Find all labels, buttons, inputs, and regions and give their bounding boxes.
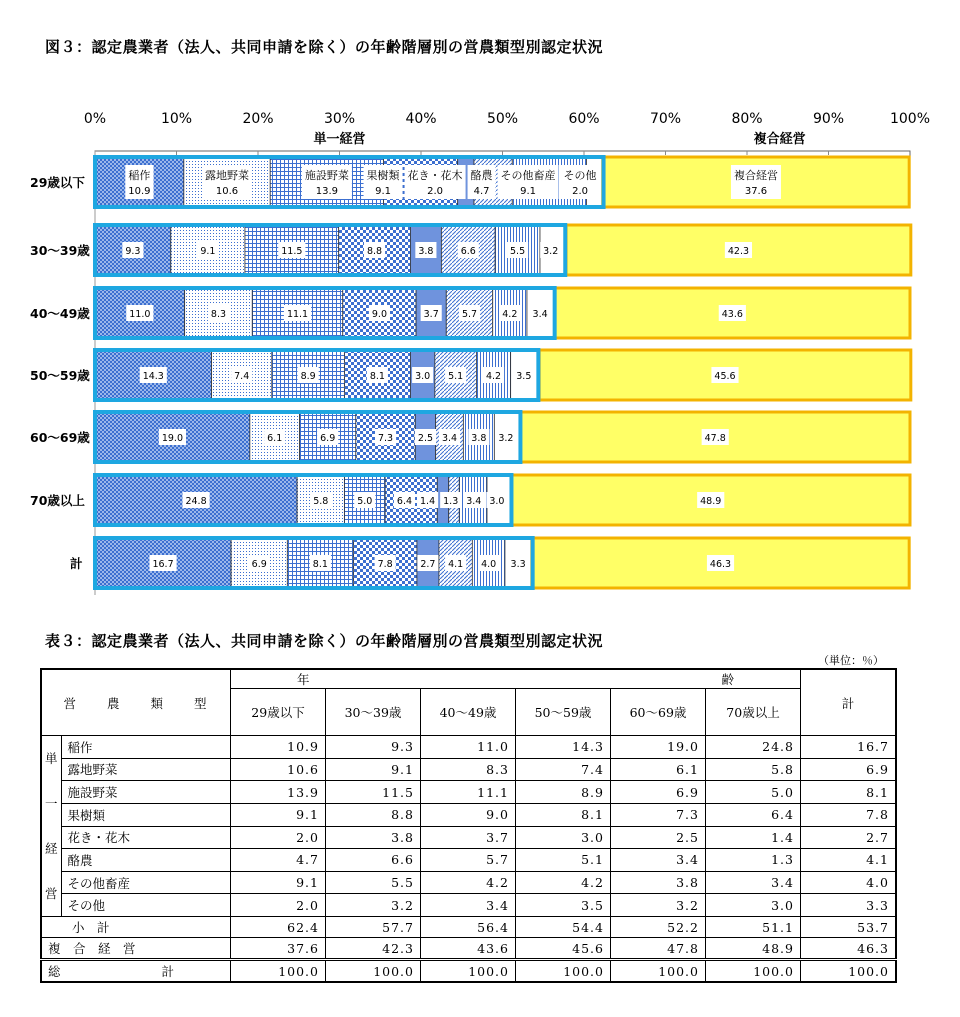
cell-value: 2.7 — [801, 826, 897, 849]
unit-note: （単位：％） — [818, 654, 884, 667]
x-tick-label: 40% — [405, 111, 437, 127]
cell-value: 48.9 — [706, 938, 801, 960]
data-label: 10.9 — [128, 186, 151, 197]
cell-value: 6.9 — [801, 758, 897, 781]
table-row — [41, 781, 896, 804]
cell-value: 42.3 — [326, 938, 421, 960]
cell-value: 10.9 — [231, 736, 326, 759]
table-row — [41, 849, 896, 872]
cell-value: 16.7 — [801, 736, 897, 759]
data-label: 1.3 — [443, 496, 459, 507]
cell-value: 3.8 — [611, 871, 706, 894]
cell-value: 9.1 — [326, 758, 421, 781]
cell-value: 57.7 — [326, 917, 421, 938]
data-label: 3.0 — [489, 496, 505, 507]
cell-value: 100.0 — [706, 960, 801, 983]
cell-value: 3.2 — [611, 894, 706, 917]
data-label: 2.5 — [417, 433, 434, 444]
data-label: 9.3 — [125, 246, 141, 257]
table-row — [41, 758, 896, 781]
composite-row — [41, 938, 896, 960]
data-label: 24.8 — [185, 496, 207, 507]
data-label: 13.9 — [315, 186, 339, 197]
table-row — [41, 894, 896, 917]
cell-value: 56.4 — [421, 917, 516, 938]
segment-name-label: 施設野菜 — [304, 169, 349, 182]
row-label: その他 — [61, 894, 230, 917]
cell-value: 4.1 — [801, 849, 897, 872]
data-label: 7.4 — [234, 371, 250, 382]
header-total: 計 — [801, 669, 897, 736]
cell-value: 1.3 — [706, 849, 801, 872]
table-row — [41, 871, 896, 894]
data-label: 8.8 — [366, 246, 383, 257]
cell-value: 5.8 — [706, 758, 801, 781]
data-label: 8.1 — [369, 371, 385, 382]
cell-value: 52.2 — [611, 917, 706, 938]
data-label: 3.3 — [510, 559, 526, 570]
cell-value: 6.1 — [611, 758, 706, 781]
cell-value: 100.0 — [611, 960, 706, 983]
data-label: 10.6 — [215, 186, 239, 197]
cell-value: 3.0 — [706, 894, 801, 917]
cell-value: 4.2 — [421, 871, 516, 894]
composite-label: 複 合 経 営 — [41, 938, 231, 960]
data-label: 47.8 — [704, 433, 726, 444]
cell-value: 6.4 — [706, 803, 801, 826]
cell-value: 100.0 — [516, 960, 611, 983]
data-label: 42.3 — [727, 246, 750, 257]
cell-value: 8.8 — [326, 803, 421, 826]
data-label: 45.6 — [714, 371, 736, 382]
cell-value: 3.5 — [516, 894, 611, 917]
row-label: 露地野菜 — [61, 758, 230, 781]
category-label: 50～59歳 — [30, 368, 90, 383]
category-label: 70歳以上 — [30, 493, 85, 508]
header-age-column: 29歳以下 — [231, 689, 326, 736]
cell-value: 5.1 — [516, 849, 611, 872]
cell-value: 4.7 — [231, 849, 326, 872]
cell-value: 8.3 — [421, 758, 516, 781]
cell-value: 4.0 — [801, 871, 897, 894]
data-label: 8.1 — [312, 559, 328, 570]
category-label: 30～39歳 — [30, 243, 90, 258]
data-label: 19.0 — [161, 433, 184, 444]
cell-value: 3.4 — [421, 894, 516, 917]
single-group-label: 単 一 経 営 — [41, 736, 61, 917]
cell-value: 45.6 — [516, 938, 611, 960]
cell-value: 100.0 — [801, 960, 897, 983]
table-title: 表３：認定農業者（法人、共同申請を除く）の年齢階層別の営農類型別認定状況 — [45, 632, 604, 650]
x-tick-label: 20% — [242, 111, 274, 127]
table-row — [41, 803, 896, 826]
row-label: 稲作 — [61, 736, 230, 759]
cell-value: 3.4 — [611, 849, 706, 872]
data-label: 11.0 — [129, 309, 151, 320]
data-label: 3.0 — [415, 371, 431, 382]
cell-value: 100.0 — [421, 960, 516, 983]
row-label: 酪農 — [61, 849, 230, 872]
data-label: 6.1 — [267, 433, 283, 444]
cell-value: 5.5 — [326, 871, 421, 894]
cell-value: 9.1 — [231, 803, 326, 826]
data-label: 11.1 — [286, 309, 309, 320]
cell-value: 11.5 — [326, 781, 421, 804]
data-label: 48.9 — [700, 496, 722, 507]
cell-value: 46.3 — [801, 938, 897, 960]
data-label: 37.6 — [744, 186, 768, 197]
data-table — [40, 668, 897, 983]
data-label: 2.7 — [420, 559, 436, 570]
cell-value: 2.0 — [231, 826, 326, 849]
cell-value: 2.0 — [231, 894, 326, 917]
data-label: 3.7 — [423, 309, 439, 320]
header-age-column: 60～69歳 — [611, 689, 706, 736]
cell-value: 5.0 — [706, 781, 801, 804]
cell-value: 9.0 — [421, 803, 516, 826]
data-label: 9.1 — [375, 186, 392, 197]
data-label: 6.6 — [460, 246, 476, 257]
cell-value: 7.3 — [611, 803, 706, 826]
cell-value: 100.0 — [231, 960, 326, 983]
x-tick-label: 60% — [568, 111, 600, 127]
x-tick-label: 70% — [649, 111, 682, 127]
cell-value: 3.7 — [421, 826, 516, 849]
header-age-column: 30～39歳 — [326, 689, 421, 736]
segment-name-label: 露地野菜 — [205, 169, 250, 182]
row-label: その他畜産 — [61, 871, 230, 894]
cell-value: 2.5 — [611, 826, 706, 849]
data-label: 4.1 — [448, 559, 464, 570]
cell-value: 10.6 — [231, 758, 326, 781]
segment-name-label: その他 — [563, 169, 597, 182]
cell-value: 51.1 — [706, 917, 801, 938]
data-label: 4.2 — [502, 309, 518, 320]
data-label: 5.1 — [448, 371, 464, 382]
cell-value: 3.0 — [516, 826, 611, 849]
cell-value: 24.8 — [706, 736, 801, 759]
data-label: 8.9 — [300, 371, 316, 382]
segment-name-label: その他畜産 — [500, 169, 556, 182]
data-label: 6.4 — [396, 496, 413, 507]
data-label: 5.0 — [357, 496, 373, 507]
group-label-composite: 複合経営 — [753, 132, 806, 147]
data-label: 3.2 — [543, 246, 559, 257]
segment-name-label: 複合経営 — [733, 169, 778, 182]
data-label: 6.9 — [251, 559, 267, 570]
cell-value: 19.0 — [611, 736, 706, 759]
cell-value: 13.9 — [231, 781, 326, 804]
data-label: 16.7 — [152, 559, 174, 570]
data-label: 5.5 — [510, 246, 526, 257]
cell-value: 6.9 — [611, 781, 706, 804]
segment-name-label: 果樹類 — [366, 169, 400, 182]
cell-value: 9.3 — [326, 736, 421, 759]
grand-total-row — [41, 960, 896, 983]
cell-value: 6.6 — [326, 849, 421, 872]
data-label: 9.1 — [200, 246, 216, 257]
data-label: 8.3 — [210, 309, 227, 320]
header-age — [231, 669, 801, 689]
grand-total-label-right: 計 — [161, 964, 174, 979]
header-age-column: 50～59歳 — [516, 689, 611, 736]
data-label: 4.0 — [481, 559, 497, 570]
data-label: 5.8 — [313, 496, 329, 507]
data-label: 1.4 — [420, 496, 436, 507]
data-label: 3.8 — [418, 246, 434, 257]
cell-value: 3.3 — [801, 894, 897, 917]
category-label: 計 — [70, 556, 83, 571]
cell-value: 47.8 — [611, 938, 706, 960]
table-row — [41, 736, 896, 759]
data-label: 3.2 — [498, 433, 514, 444]
category-label: 29歳以下 — [30, 175, 85, 190]
data-label: 7.3 — [377, 433, 394, 444]
data-label: 14.3 — [142, 371, 164, 382]
data-label: 5.7 — [461, 309, 478, 320]
data-label: 3.4 — [466, 496, 482, 507]
header-age-column: 40～49歳 — [421, 689, 516, 736]
segment-name-label: 酪農 — [470, 169, 493, 182]
segment-name-label: 稲作 — [128, 169, 151, 182]
x-tick-label: 80% — [731, 111, 763, 127]
cell-value: 62.4 — [231, 917, 326, 938]
category-label: 40～49歳 — [30, 306, 90, 321]
grand-total-label-left: 総 — [48, 964, 61, 979]
cell-value: 3.2 — [326, 894, 421, 917]
data-label: 6.9 — [320, 433, 336, 444]
header-age-right: 齢 — [721, 672, 734, 687]
header-age-column: 70歳以上 — [706, 689, 801, 736]
cell-value: 53.7 — [801, 917, 897, 938]
data-label: 3.5 — [516, 371, 532, 382]
data-label: 7.8 — [377, 559, 393, 570]
x-tick-label: 100% — [889, 111, 931, 127]
data-label: 9.1 — [520, 186, 537, 197]
header-type: 営 農 類 型 — [41, 669, 231, 736]
data-label: 43.6 — [721, 309, 743, 320]
cell-value: 43.6 — [421, 938, 516, 960]
data-label: 4.7 — [473, 186, 490, 197]
cell-value: 14.3 — [516, 736, 611, 759]
grand-total-label — [41, 960, 231, 983]
cell-value: 11.1 — [421, 781, 516, 804]
cell-value: 5.7 — [421, 849, 516, 872]
cell-value: 11.0 — [421, 736, 516, 759]
cell-value: 8.9 — [516, 781, 611, 804]
cell-value: 9.1 — [231, 871, 326, 894]
data-label: 3.4 — [532, 309, 548, 320]
cell-value: 3.4 — [706, 871, 801, 894]
row-label: 果樹類 — [61, 803, 230, 826]
cell-value: 37.6 — [231, 938, 326, 960]
subtotal-label: 小 計 — [41, 917, 231, 938]
row-label: 花き・花木 — [61, 826, 230, 849]
cell-value: 4.2 — [516, 871, 611, 894]
stacked-bar-chart — [0, 95, 960, 595]
cell-value: 7.4 — [516, 758, 611, 781]
x-tick-label: 0% — [83, 111, 107, 127]
data-label: 46.3 — [709, 559, 732, 570]
x-tick-label: 10% — [160, 111, 193, 127]
data-label: 3.4 — [441, 433, 458, 444]
row-label: 施設野菜 — [61, 781, 230, 804]
x-tick-label: 30% — [323, 111, 356, 127]
table-row — [41, 826, 896, 849]
x-tick-label: 50% — [486, 111, 519, 127]
header-age-left: 年 — [297, 672, 310, 687]
cell-value: 8.1 — [516, 803, 611, 826]
subtotal-row — [41, 917, 896, 938]
figure-title: 図３：認定農業者（法人、共同申請を除く）の年齢階層別の営農類型別認定状況 — [45, 38, 604, 56]
data-label: 4.2 — [485, 371, 502, 382]
cell-value: 1.4 — [706, 826, 801, 849]
cell-value: 100.0 — [326, 960, 421, 983]
data-label: 3.8 — [471, 433, 487, 444]
cell-value: 8.1 — [801, 781, 897, 804]
cell-value: 54.4 — [516, 917, 611, 938]
data-label: 2.0 — [572, 186, 589, 197]
cell-value: 7.8 — [801, 803, 897, 826]
category-label: 60～69歳 — [30, 430, 90, 445]
segment-name-label: 花き・花木 — [407, 169, 463, 182]
data-label: 9.0 — [371, 309, 387, 320]
data-label: 2.0 — [427, 186, 444, 197]
data-label: 11.5 — [281, 246, 303, 257]
cell-value: 3.8 — [326, 826, 421, 849]
group-label-single: 単一経営 — [313, 132, 366, 147]
x-tick-label: 90% — [812, 111, 845, 127]
